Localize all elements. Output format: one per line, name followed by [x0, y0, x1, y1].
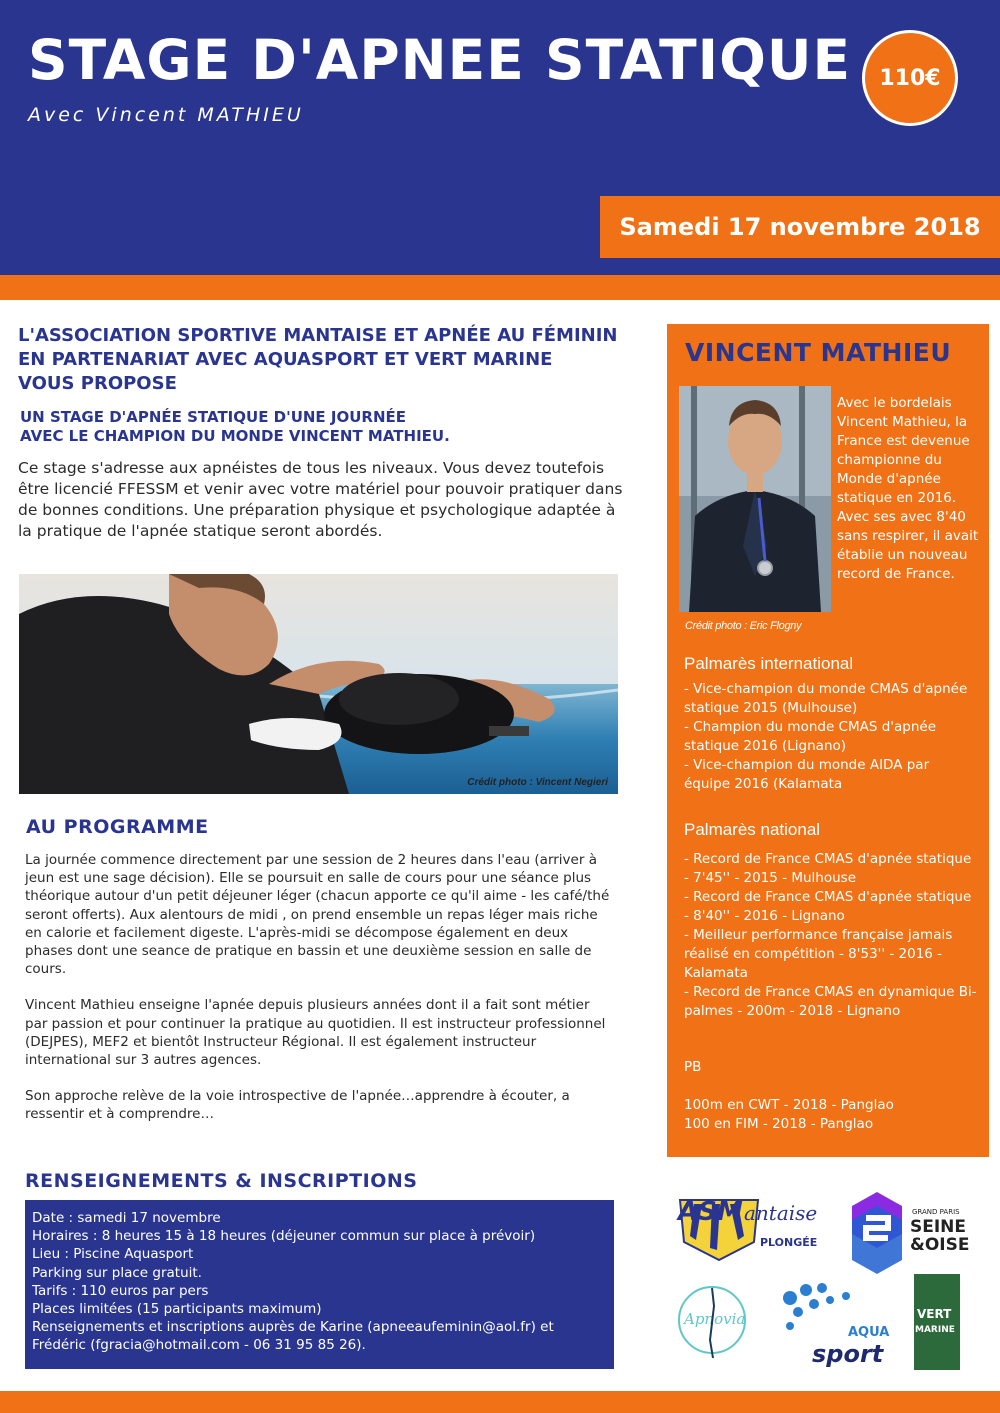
- intro-heading-line: VOUS PROPOSE: [18, 373, 177, 394]
- nat-palmares-title: Palmarès national: [684, 820, 821, 839]
- palmares-item: - Champion du monde CMAS d'apnée statique 2016 (Lignano): [684, 719, 937, 754]
- palmares-item: - Vice-champion du monde AIDA par équipe 2016 (Kalamata: [684, 757, 930, 792]
- orange-divider-band: [0, 275, 1000, 300]
- portrait-illustration: [679, 386, 831, 612]
- info-line: Lieu : Piscine Aquasport: [32, 1246, 194, 1263]
- vert-text: VERT: [917, 1307, 952, 1321]
- pb-item: 100 en FIM - 2018 - Panglao: [684, 1116, 874, 1132]
- pb-list: [684, 1096, 979, 1134]
- programme-paragraph: Son approche relève de la voie introspective de l'apnée…apprendre à écouter, a ressentir et à comprendre…: [25, 1088, 570, 1123]
- portrait-photo: [679, 386, 831, 612]
- freediver-photo: [19, 574, 618, 794]
- freediver-illustration: [19, 574, 618, 794]
- intro-heading-line: EN PARTENARIAT AVEC AQUASPORT ET VERT MARINE: [18, 349, 553, 370]
- pb-title: PB: [684, 1059, 702, 1075]
- gpso-line2: SEINE: [910, 1217, 967, 1237]
- aqua-text: AQUA: [848, 1325, 890, 1340]
- palmares-item: - Record de France CMAS d'apnée statique - 7'45'' - 2015 - Mulhouse: [684, 851, 972, 886]
- programme-paragraph: Vincent Mathieu enseigne l'apnée depuis plusieurs années dont il a fait sont métier par passion et pour continuer la pratique au quotidien. Il est instructeur professionnel (DEJPES), MEF2 et bientôt Instructeur Régional. Il est également instructeur international sur 3 autres agences.: [25, 997, 606, 1069]
- intro-subheading-line: AVEC LE CHAMPION DU MONDE VINCENT MATHIEU.: [20, 427, 450, 445]
- info-line: Places limitées (15 participants maximum): [32, 1301, 322, 1318]
- info-line: Renseignements et inscriptions auprès de Karine (apneeaufeminin@aol.fr) et Frédéric (fgracia@hotmail.com - 06 31 95 85 26).: [32, 1319, 554, 1354]
- info-box: [25, 1200, 614, 1369]
- nat-palmares-list: [684, 850, 979, 1021]
- intl-palmares-list: [684, 680, 979, 794]
- bottom-orange-band: [0, 1391, 1000, 1413]
- info-line: Date : samedi 17 novembre: [32, 1210, 221, 1226]
- pb-item: 100m en CWT - 2018 - Panglao: [684, 1097, 894, 1113]
- info-line: Tarifs : 110 euros par pers: [32, 1282, 209, 1299]
- intro-paragraph: Ce stage s'adresse aux apnéistes de tous les niveaux. Vous devez toutefois être licencié FFESSM et venir avec votre matériel pour pouvoir pratiquer dans de bonnes conditions. Une préparation physique et psychologique adaptée à la pratique de l'apnée statique seront abordés.: [18, 459, 623, 540]
- gpso-logo: [852, 1192, 969, 1274]
- marine-text: MARINE: [915, 1325, 955, 1335]
- bio-name: VINCENT MATHIEU: [685, 338, 952, 367]
- apnovia-logo: [679, 1287, 745, 1358]
- info-heading: RENSEIGNEMENTS & INSCRIPTIONS: [25, 1170, 418, 1192]
- main-photo-credit: Crédit photo : Vincent Negieri: [467, 777, 608, 788]
- asm-text: ASM: [678, 1197, 743, 1227]
- bio-panel: [667, 324, 989, 1157]
- intro-subheading: [20, 408, 620, 446]
- palmares-item: - Vice-champion du monde CMAS d'apnée statique 2015 (Mulhouse): [684, 681, 968, 716]
- apnovia-text: Apnovia: [684, 1310, 746, 1328]
- bio-text: Avec le bordelais Vincent Mathieu, la France est devenue championne du Monde d'apnée statique en 2016. Avec ses avec 8'40 sans respirer, il avait établie un nouveau record de France.: [837, 395, 979, 582]
- page-subtitle: Avec Vincent MATHIEU: [28, 104, 304, 126]
- programme-text: [25, 851, 615, 1142]
- partner-logos: [672, 1180, 992, 1375]
- intro-subheading-line: UN STAGE D'APNÉE STATIQUE D'UNE JOURNÉE: [20, 408, 407, 426]
- portrait-photo-credit: Crédit photo : Eric Flogny: [685, 620, 802, 632]
- intro-heading: [18, 324, 628, 396]
- palmares-item: - Record de France CMAS d'apnée statique - 8'40'' - 2016 - Lignano: [684, 889, 972, 924]
- programme-paragraph: La journée commence directement par une session de 2 heures dans l'eau (arriver à jeun est une sage décision). Elle se poursuit en salle de cours pour une séance plus théorique autour d'un petit déjeuner léger (chacun apporte ce qu'il aime - les café/thé seront offerts). Aux alentours de midi , on prend ensemble un repas léger mais riche en calorie et facilement digeste. L'après-midi se décompose également en deux phases dont une seance de pratique en bassin et une deuxième session en salle de cours.: [25, 852, 610, 978]
- sport-text: sport: [812, 1340, 884, 1368]
- palmares-item: - Record de France CMAS en dynamique Bi-palmes - 200m - 2018 - Lignano: [684, 984, 977, 1019]
- asm-plongee-text: PLONGÉE: [760, 1236, 818, 1249]
- asm-mantaise-text: antaise: [744, 1201, 818, 1225]
- gpso-line3: &OISE: [910, 1235, 970, 1255]
- date-banner: Samedi 17 novembre 2018: [600, 196, 1000, 258]
- aquasport-logo: [783, 1283, 889, 1368]
- info-line: Parking sur place gratuit.: [32, 1264, 202, 1281]
- vert-marine-logo: [914, 1274, 960, 1370]
- intl-palmares-title: Palmarès international: [684, 654, 854, 673]
- asm-mantaise-logo: [676, 1197, 817, 1260]
- gpso-line1: GRAND PARIS: [912, 1208, 960, 1216]
- price-badge: 110€: [862, 30, 958, 126]
- intro-heading-line: L'ASSOCIATION SPORTIVE MANTAISE ET APNÉE AU FÉMININ: [18, 325, 618, 346]
- partner-logos-art: [672, 1180, 992, 1375]
- header-banner: [0, 0, 1000, 275]
- palmares-item: - Meilleur performance française jamais réalisé en compétition - 8'53'' - 2016 - Kalamata: [684, 927, 953, 981]
- programme-heading: AU PROGRAMME: [26, 816, 209, 838]
- page-title: STAGE D'APNEE STATIQUE: [28, 28, 852, 92]
- info-line: Horaires : 8 heures 15 à 18 heures (déjeuner commun sur place à prévoir): [32, 1228, 536, 1245]
